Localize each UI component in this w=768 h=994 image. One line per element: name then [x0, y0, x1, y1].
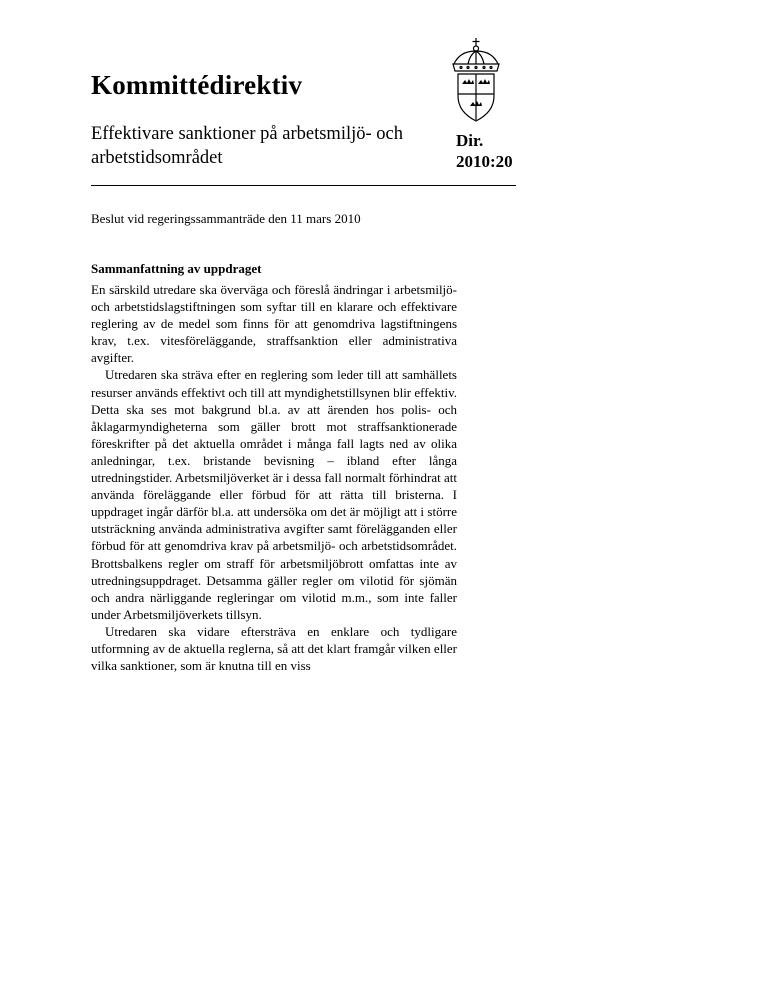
dir-number-value: 2010:20	[456, 152, 513, 171]
header-divider	[91, 185, 516, 186]
body-text	[91, 281, 457, 674]
dir-label: Dir.	[456, 131, 484, 150]
section-heading: Sammanfattning av uppdraget	[91, 261, 262, 276]
directive-number	[456, 130, 513, 172]
paragraph: En särskild utredare ska överväga och föreslå ändringar i arbetsmiljö- och arbetstidslagstiftningen som syftar till en klarare och effektivare reglering av de medel som finns för att genomdriva lagstiftningens krav, t.ex. vitesföreläggande, straffsanktion eller administrativa avgifter.	[91, 282, 457, 366]
decision-line: Beslut vid regeringssammanträde den 11 mars 2010	[91, 211, 361, 226]
paragraph: Utredaren ska sträva efter en reglering som leder till att samhällets resurser används effektivt och till att myndighetstillsynen blir effektiv. Detta ska ses mot bakgrund bl.a. av att ärenden hos polis- och åklagarmyndigheterna som gäller brott mot straffsanktionerade föreskrifter på det aktuella området i många fall lagts ned av olika anledningar, t.ex. bristande bevisning – ibland efter långa utredningstider. Arbetsmiljöverket är i dessa fall normalt förhindrat att använda föreläggande eller förbud för att rätta till bristerna. I uppdraget ingår därför bl.a. att undersöka om det är möjligt att i större utsträckning använda administrativa avgifter samt förelägganden eller förbud för att genomdriva krav på arbetsmiljö- och arbetstidsområdet. Brottsbalkens regler om straff för arbetsmiljöbrott omfattas inte av utredningsuppdraget. Detsamma gäller regler om vilotid för sjömän och andra närliggande regleringar om vilotid m.m., som inte faller under Arbetsmiljöverkets tillsyn.	[91, 367, 457, 622]
paragraph: Utredaren ska vidare eftersträva en enklare och tydligare utformning av de aktuella reglerna, så att det klart framgår vilken eller vilka sanktioner, som är knutna till en viss	[91, 623, 458, 674]
swedish-royal-crest-icon	[440, 36, 512, 124]
directive-subject: Effektivare sanktioner på arbetsmiljö- och arbetstidsområdet	[91, 124, 403, 168]
document-type-title: Kommittédirektiv	[91, 70, 303, 100]
